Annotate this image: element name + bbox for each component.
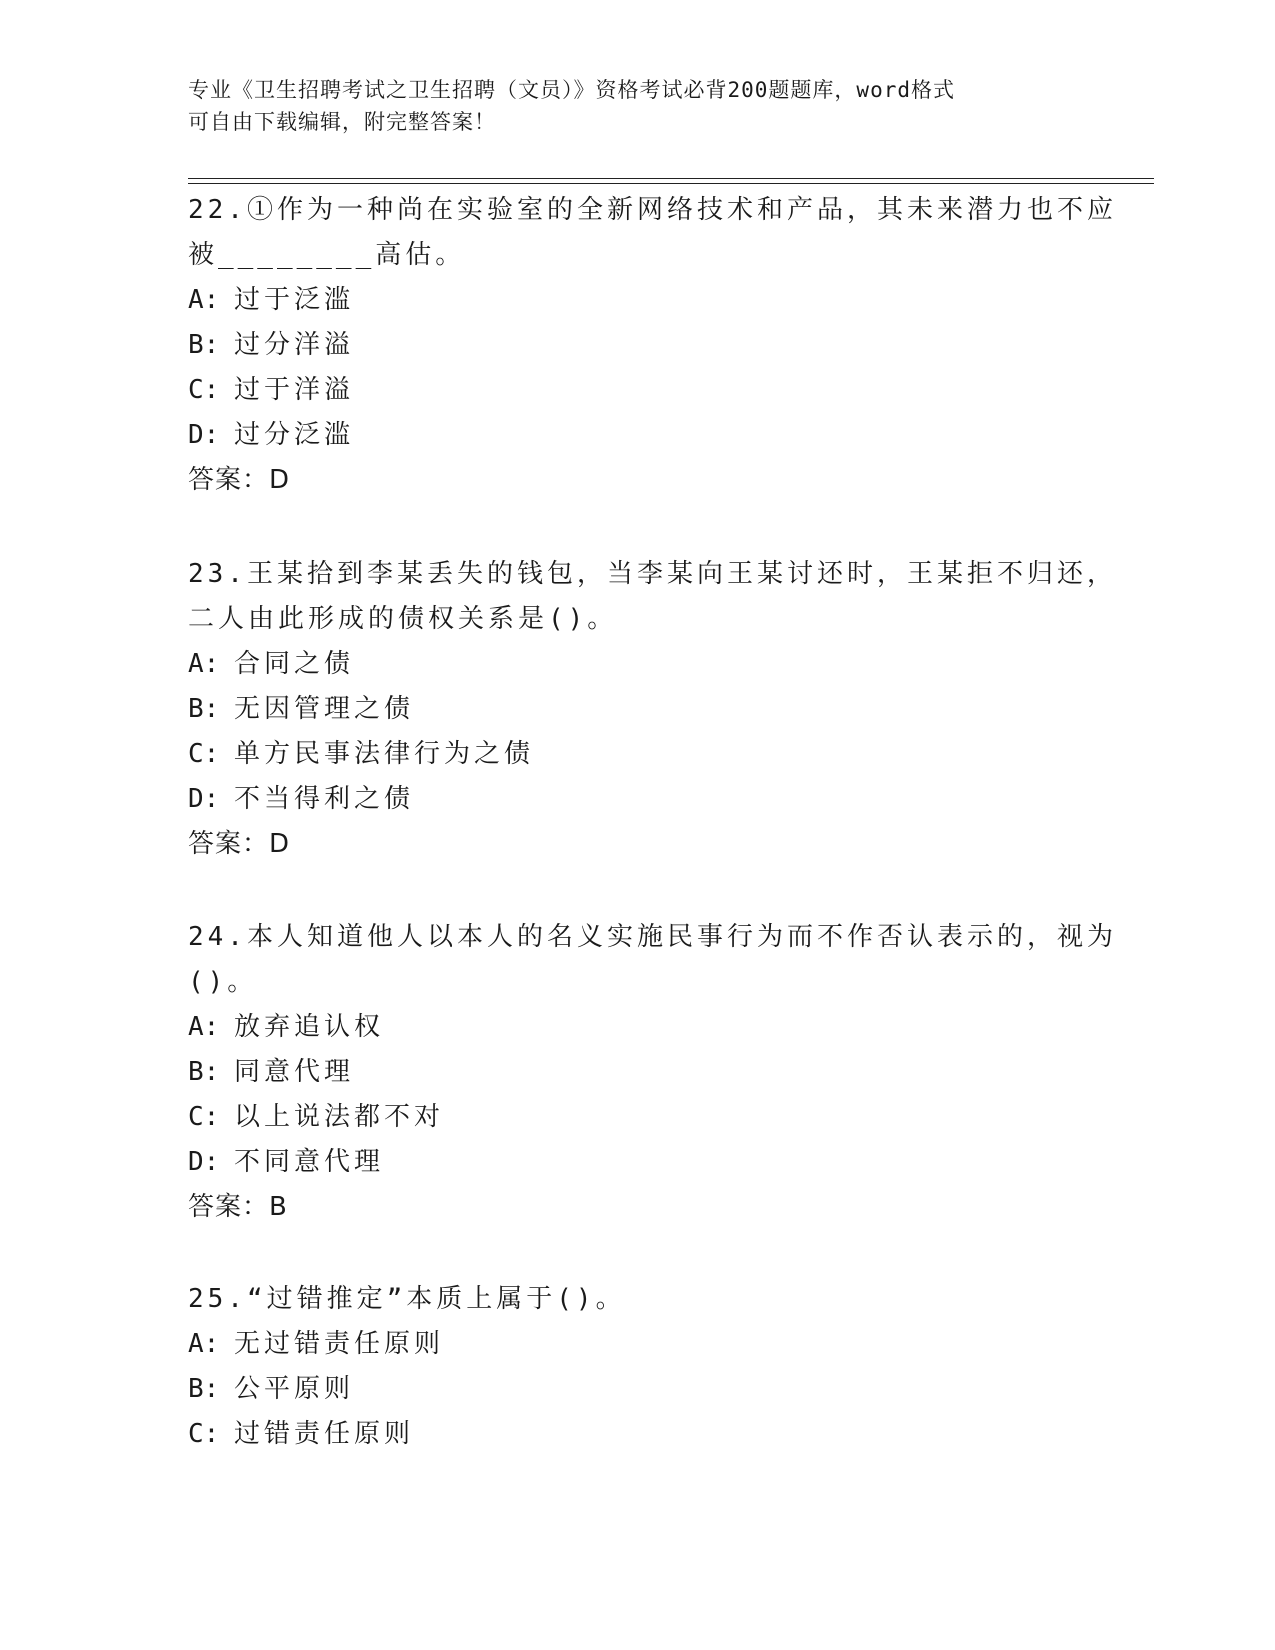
option-d [188, 413, 1088, 458]
question-stem-line: 23.王某拾到李某丢失的钱包，当李某向王某讨还时，王某拒不归还， [188, 559, 1117, 589]
option-a [188, 278, 1088, 323]
option-text: 过分泛滥 [234, 420, 355, 450]
option-b [188, 323, 1088, 368]
option-letter: B: [188, 1057, 220, 1087]
option-letter: D: [188, 1147, 220, 1177]
option-a [188, 1005, 1088, 1050]
option-letter: C: [188, 1419, 220, 1449]
option-c [188, 732, 1088, 777]
option-letter: A: [188, 1012, 220, 1042]
question-stem [188, 552, 1117, 642]
question-23 [188, 552, 1117, 867]
option-text: 以上说法都不对 [234, 1102, 445, 1132]
option-text: 合同之债 [234, 649, 355, 679]
option-c [188, 1095, 1088, 1140]
option-text: 单方民事法律行为之债 [234, 739, 535, 769]
header-divider-bottom [188, 183, 1154, 184]
option-letter: B: [188, 330, 220, 360]
option-d [188, 1140, 1088, 1185]
question-25 [188, 1277, 1088, 1457]
option-letter: A: [188, 1329, 220, 1359]
question-stem [188, 915, 1117, 1005]
option-letter: A: [188, 649, 220, 679]
question-stem-line: ()。 [188, 967, 258, 997]
option-letter: B: [188, 1374, 220, 1404]
option-letter: C: [188, 375, 220, 405]
option-text: 过于泛滥 [234, 285, 355, 315]
option-c [188, 368, 1088, 413]
document-header [188, 74, 1068, 138]
option-b [188, 1050, 1088, 1095]
option-d [188, 777, 1088, 822]
option-b [188, 687, 1088, 732]
option-text: 无因管理之债 [234, 694, 415, 724]
option-text: 公平原则 [234, 1374, 355, 1404]
option-letter: C: [188, 739, 220, 769]
option-letter: B: [188, 694, 220, 724]
header-divider-top [188, 178, 1154, 179]
option-text: 同意代理 [234, 1057, 355, 1087]
question-stem-line: 被________高估。 [188, 240, 466, 270]
option-text: 不同意代理 [234, 1147, 385, 1177]
option-a [188, 1322, 1088, 1367]
header-line-1: 专业《卫生招聘考试之卫生招聘（文员）》资格考试必背200题题库，word格式 [188, 78, 955, 102]
question-stem [188, 188, 1117, 278]
option-c [188, 1412, 1088, 1457]
question-stem-line: 二人由此形成的债权关系是()。 [188, 604, 618, 634]
option-b [188, 1367, 1088, 1412]
header-line-2: 可自由下载编辑，附完整答案！ [188, 110, 496, 134]
option-letter: A: [188, 285, 220, 315]
question-stem-line: 24.本人知道他人以本人的名义实施民事行为而不作否认表示的，视为 [188, 922, 1117, 952]
answer-line: 答案：D [188, 465, 291, 495]
question-stem-line: 22.①作为一种尚在实验室的全新网络技术和产品，其未来潜力也不应 [188, 195, 1117, 225]
option-text: 过错责任原则 [234, 1419, 415, 1449]
question-24 [188, 915, 1117, 1230]
option-text: 过分洋溢 [234, 330, 355, 360]
option-text: 无过错责任原则 [234, 1329, 445, 1359]
option-letter: C: [188, 1102, 220, 1132]
option-a [188, 642, 1088, 687]
answer-line: 答案：B [188, 1192, 288, 1222]
option-text: 不当得利之债 [234, 784, 415, 814]
question-22 [188, 188, 1117, 503]
option-text: 过于洋溢 [234, 375, 355, 405]
answer-line: 答案：D [188, 829, 291, 859]
option-letter: D: [188, 784, 220, 814]
question-stem [188, 1277, 1088, 1322]
question-stem-line: 25.“过错推定”本质上属于()。 [188, 1284, 626, 1314]
option-text: 放弃追认权 [234, 1012, 385, 1042]
option-letter: D: [188, 420, 220, 450]
